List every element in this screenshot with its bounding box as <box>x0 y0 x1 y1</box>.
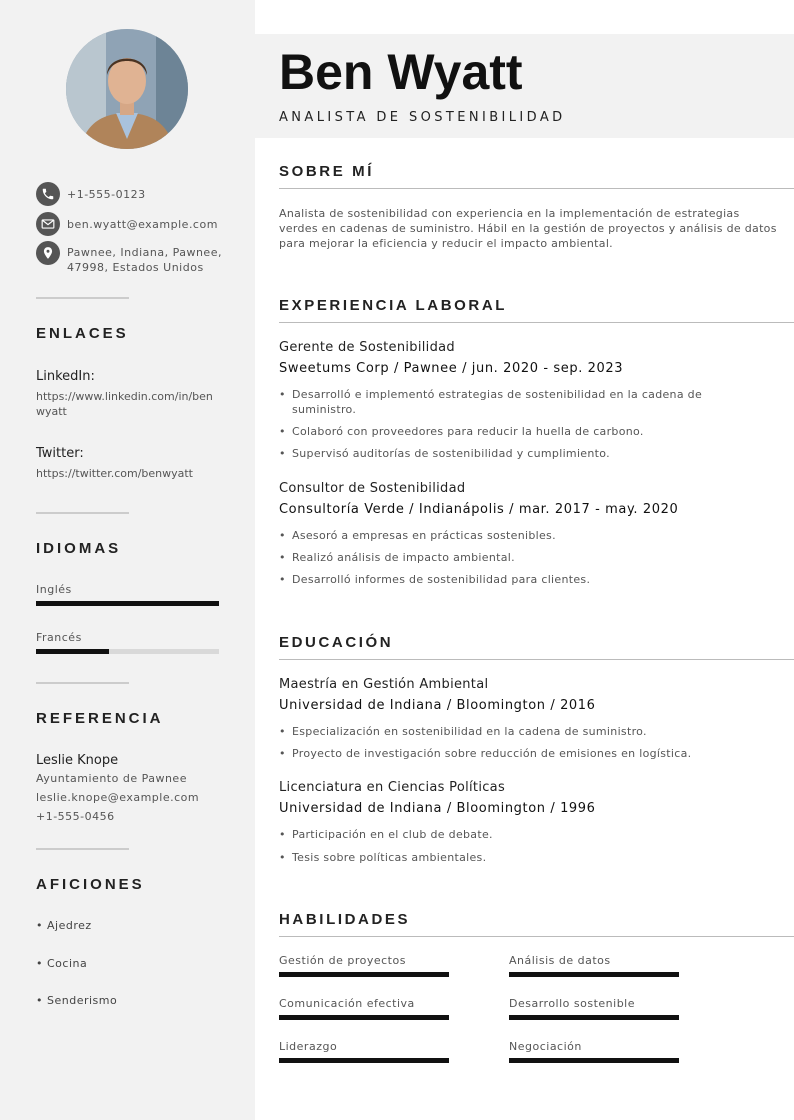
degree-meta: Universidad de Indiana / Bloomington / 2016 <box>279 698 596 713</box>
degree-title: Licenciatura en Ciencias Políticas <box>279 780 506 795</box>
degree-title: Maestría en Gestión Ambiental <box>279 677 489 692</box>
job-bullet: • Colaboró con proveedores para reducir la huella de carbono. <box>279 424 749 439</box>
language-level-fill <box>36 649 109 654</box>
language-name: Francés <box>36 631 82 644</box>
skill-level-bar <box>509 972 679 977</box>
job-meta: Consultoría Verde / Indianápolis / mar. 2017 - may. 2020 <box>279 502 679 517</box>
hobby-item: • Cocina <box>36 957 88 970</box>
skill-name: Comunicación efectiva <box>279 997 415 1010</box>
skill-name: Desarrollo sostenible <box>509 997 635 1010</box>
degree-bullet: • Participación en el club de debate. <box>279 827 749 842</box>
skill-level-bar <box>279 1015 449 1020</box>
skill-level-bar <box>509 1015 679 1020</box>
contact-phone <box>36 182 146 206</box>
degree-meta: Universidad de Indiana / Bloomington / 1996 <box>279 801 596 816</box>
reference-org: Ayuntamiento de Pawnee <box>36 772 187 785</box>
sidebar-divider <box>36 848 129 850</box>
links-heading: ENLACES <box>36 325 129 342</box>
hobby-label: Cocina <box>47 957 88 970</box>
about-text: Analista de sostenibilidad con experiencia en la implementación de estrategias verdes en cadenas de suministro. Hábil en la gestión de proyectos y análisis de datos para mejorar la eficiencia y reducir el impacto ambiental. <box>279 207 777 250</box>
hobbies-heading: AFICIONES <box>36 876 145 893</box>
address-line-1: Pawnee, Indiana, Pawnee, <box>67 246 222 259</box>
sidebar-divider <box>36 297 129 299</box>
contact-phone-text: +1-555-0123 <box>67 188 146 201</box>
contact-address-text <box>67 245 222 275</box>
hobby-label: Senderismo <box>47 994 118 1007</box>
reference-phone: +1-555-0456 <box>36 810 115 823</box>
skill-name: Negociación <box>509 1040 582 1053</box>
skill-level-bar <box>279 1058 449 1063</box>
degree-bullet: • Tesis sobre políticas ambientales. <box>279 850 749 865</box>
hobby-label: Ajedrez <box>47 919 92 932</box>
candidate-name: Ben Wyatt <box>279 44 523 100</box>
section-rule <box>279 936 794 937</box>
section-rule <box>279 188 794 189</box>
reference-name: Leslie Knope <box>36 753 119 768</box>
hobby-item: • Ajedrez <box>36 919 92 932</box>
job-bullet: • Asesoró a empresas en prácticas sostenibles. <box>279 528 749 543</box>
reference-heading: REFERENCIA <box>36 710 164 727</box>
about-heading: SOBRE MÍ <box>279 163 374 180</box>
section-rule <box>279 659 794 660</box>
skill-level-bar <box>279 972 449 977</box>
reference-email: leslie.knope@example.com <box>36 791 200 804</box>
language-name: Inglés <box>36 583 72 596</box>
skill-level-bar <box>509 1058 679 1063</box>
twitter-link[interactable]: https://twitter.com/benwyatt <box>36 467 193 480</box>
job-bullet: • Realizó análisis de impacto ambiental. <box>279 550 749 565</box>
contact-address <box>36 241 222 275</box>
linkedin-label: LinkedIn: <box>36 369 95 384</box>
job-meta: Sweetums Corp / Pawnee / jun. 2020 - sep. 2023 <box>279 361 624 376</box>
language-level-bar <box>36 649 219 654</box>
experience-heading: EXPERIENCIA LABORAL <box>279 297 508 314</box>
linkedin-link[interactable]: https://www.linkedin.com/in/benwyatt <box>36 390 213 418</box>
email-icon <box>36 212 60 236</box>
sidebar-divider <box>36 512 129 514</box>
skill-name: Gestión de proyectos <box>279 954 406 967</box>
hobby-item: • Senderismo <box>36 994 118 1007</box>
section-rule <box>279 322 794 323</box>
job-title: Consultor de Sostenibilidad <box>279 481 466 496</box>
language-level-bar <box>36 601 219 606</box>
twitter-label: Twitter: <box>36 446 84 461</box>
job-bullet: • Desarrolló informes de sostenibilidad para clientes. <box>279 572 749 587</box>
skill-name: Análisis de datos <box>509 954 611 967</box>
candidate-title: ANALISTA DE SOSTENIBILIDAD <box>279 110 566 125</box>
location-pin-icon <box>36 241 60 265</box>
skill-name: Liderazgo <box>279 1040 338 1053</box>
contact-email-text: ben.wyatt@example.com <box>67 218 218 231</box>
languages-heading: IDIOMAS <box>36 540 122 557</box>
degree-bullet: • Proyecto de investigación sobre reducción de emisiones en logística. <box>279 746 749 761</box>
job-bullet: • Desarrolló e implementó estrategias de sostenibilidad en la cadena de suministro. <box>279 387 749 417</box>
profile-photo <box>66 29 188 149</box>
language-level-fill <box>36 601 219 606</box>
contact-email <box>36 212 218 236</box>
job-title: Gerente de Sostenibilidad <box>279 340 455 355</box>
phone-icon <box>36 182 60 206</box>
skills-heading: HABILIDADES <box>279 911 411 928</box>
address-line-2: 47998, Estados Unidos <box>67 261 204 274</box>
degree-bullet: • Especialización en sostenibilidad en la cadena de suministro. <box>279 724 749 739</box>
sidebar <box>0 0 255 1120</box>
sidebar-divider <box>36 682 129 684</box>
job-bullet: • Supervisó auditorías de sostenibilidad y cumplimiento. <box>279 446 749 461</box>
education-heading: EDUCACIÓN <box>279 634 394 651</box>
